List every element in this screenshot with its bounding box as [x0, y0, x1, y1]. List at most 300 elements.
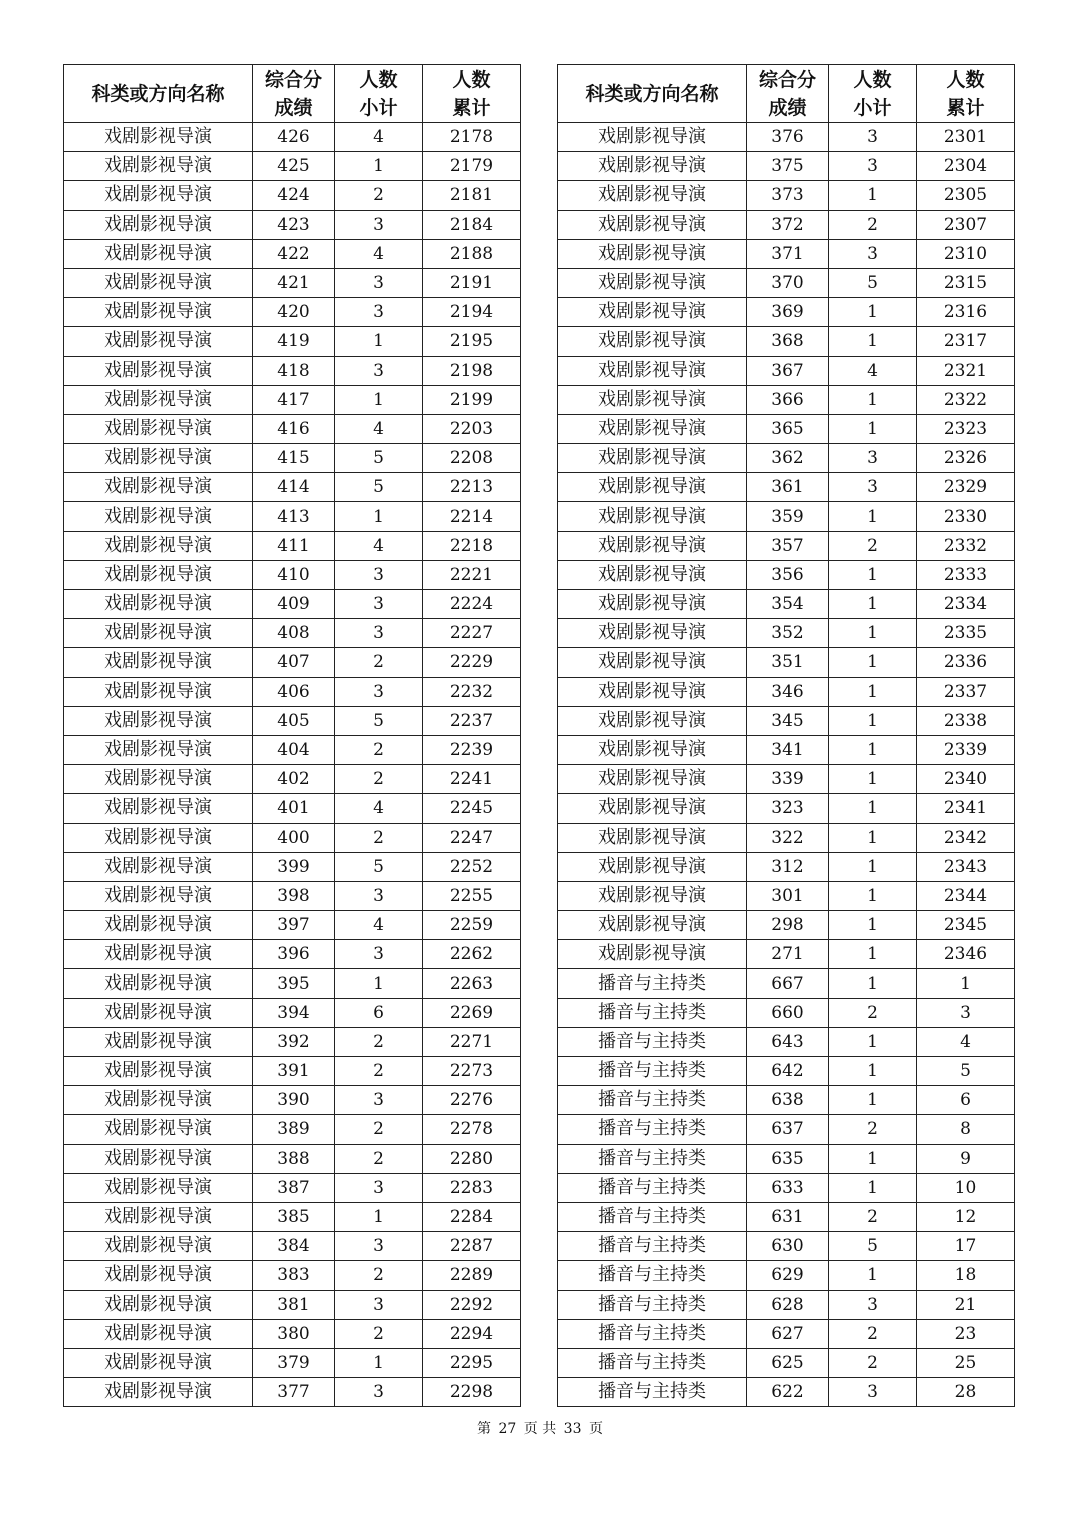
table-row: [64, 735, 521, 764]
cell-category: 戏剧影视导演: [64, 677, 253, 706]
table-row: [558, 969, 1015, 998]
cell-cumulative: 2214: [423, 502, 521, 531]
cell-category: 戏剧影视导演: [64, 1319, 253, 1348]
cell-cumulative: 2334: [917, 590, 1015, 619]
cell-category: 戏剧影视导演: [558, 239, 747, 268]
cell-category: 戏剧影视导演: [558, 648, 747, 677]
cell-subtotal: 3: [335, 210, 423, 239]
cell-category: 播音与主持类: [558, 1115, 747, 1144]
cell-category: 戏剧影视导演: [558, 502, 747, 531]
cell-category: 戏剧影视导演: [558, 560, 747, 589]
cell-category: 戏剧影视导演: [64, 794, 253, 823]
table-row: [64, 1319, 521, 1348]
cell-score: 359: [747, 502, 829, 531]
table-row: [64, 414, 521, 443]
cell-cumulative: 2278: [423, 1115, 521, 1144]
cell-score: 387: [253, 1173, 335, 1202]
header-score: 综合分 成绩: [747, 65, 829, 123]
cell-category: 戏剧影视导演: [558, 911, 747, 940]
score-table-left: [63, 64, 521, 1407]
table-row: [558, 268, 1015, 297]
cell-score: 345: [747, 706, 829, 735]
table-row: [64, 794, 521, 823]
cell-category: 戏剧影视导演: [64, 356, 253, 385]
cell-subtotal: 1: [335, 385, 423, 414]
cell-score: 385: [253, 1202, 335, 1231]
table-row: [558, 765, 1015, 794]
cell-category: 戏剧影视导演: [558, 706, 747, 735]
cell-subtotal: 4: [829, 356, 917, 385]
cell-subtotal: 1: [335, 152, 423, 181]
cell-subtotal: 3: [829, 1378, 917, 1407]
cell-score: 633: [747, 1173, 829, 1202]
table-row: [558, 560, 1015, 589]
cell-cumulative: 2321: [917, 356, 1015, 385]
table-row: [558, 239, 1015, 268]
cell-cumulative: 10: [917, 1173, 1015, 1202]
cell-category: 戏剧影视导演: [64, 210, 253, 239]
cell-category: 戏剧影视导演: [64, 1086, 253, 1115]
cell-score: 370: [747, 268, 829, 297]
cell-category: 戏剧影视导演: [558, 356, 747, 385]
cell-subtotal: 1: [829, 560, 917, 589]
cell-category: 戏剧影视导演: [64, 648, 253, 677]
cell-cumulative: 2247: [423, 823, 521, 852]
table-row: [64, 911, 521, 940]
cell-category: 戏剧影视导演: [64, 123, 253, 152]
score-table-right: [557, 64, 1015, 1407]
cell-cumulative: 2178: [423, 123, 521, 152]
header-score: 综合分 成绩: [253, 65, 335, 123]
cell-subtotal: 3: [335, 560, 423, 589]
table-row: [558, 1319, 1015, 1348]
cell-category: 戏剧影视导演: [64, 531, 253, 560]
cell-subtotal: 1: [829, 1086, 917, 1115]
cell-subtotal: 3: [829, 152, 917, 181]
cell-subtotal: 1: [829, 502, 917, 531]
cell-cumulative: 2346: [917, 940, 1015, 969]
cell-category: 戏剧影视导演: [558, 414, 747, 443]
cell-score: 426: [253, 123, 335, 152]
header-subtotal: 人数 小计: [829, 65, 917, 123]
cell-score: 367: [747, 356, 829, 385]
cell-score: 389: [253, 1115, 335, 1144]
cell-category: 戏剧影视导演: [64, 881, 253, 910]
cell-subtotal: 2: [829, 1202, 917, 1231]
cell-subtotal: 2: [335, 1027, 423, 1056]
cell-cumulative: 4: [917, 1027, 1015, 1056]
cell-category: 播音与主持类: [558, 1232, 747, 1261]
cell-score: 408: [253, 619, 335, 648]
cell-cumulative: 2345: [917, 911, 1015, 940]
cell-score: 416: [253, 414, 335, 443]
cell-subtotal: 1: [335, 969, 423, 998]
cell-subtotal: 1: [829, 1144, 917, 1173]
cell-cumulative: 2329: [917, 473, 1015, 502]
table-row: [64, 268, 521, 297]
cell-cumulative: 2322: [917, 385, 1015, 414]
cell-score: 388: [253, 1144, 335, 1173]
table-row: [64, 619, 521, 648]
cell-category: 戏剧影视导演: [64, 502, 253, 531]
cell-subtotal: 2: [829, 998, 917, 1027]
cell-cumulative: 2188: [423, 239, 521, 268]
table-row: [64, 152, 521, 181]
cell-score: 419: [253, 327, 335, 356]
cell-cumulative: 2332: [917, 531, 1015, 560]
cell-subtotal: 1: [829, 1261, 917, 1290]
cell-score: 400: [253, 823, 335, 852]
cell-subtotal: 1: [829, 911, 917, 940]
cell-score: 365: [747, 414, 829, 443]
cell-category: 戏剧影视导演: [558, 327, 747, 356]
table-row: [558, 444, 1015, 473]
cell-score: 301: [747, 881, 829, 910]
table-row: [558, 1261, 1015, 1290]
table-row: [64, 1202, 521, 1231]
table-row: [558, 590, 1015, 619]
cell-subtotal: 1: [335, 1202, 423, 1231]
table-row: [558, 1232, 1015, 1261]
table-row: [64, 765, 521, 794]
cell-cumulative: 2229: [423, 648, 521, 677]
table-row: [558, 210, 1015, 239]
cell-cumulative: 2181: [423, 181, 521, 210]
cell-score: 369: [747, 298, 829, 327]
cell-category: 戏剧影视导演: [64, 1232, 253, 1261]
cell-score: 354: [747, 590, 829, 619]
cell-cumulative: 2195: [423, 327, 521, 356]
cell-score: 660: [747, 998, 829, 1027]
table-row: [558, 940, 1015, 969]
cell-score: 667: [747, 969, 829, 998]
table-row: [64, 123, 521, 152]
cell-subtotal: 1: [829, 765, 917, 794]
table-row: [558, 414, 1015, 443]
table-row: [558, 1378, 1015, 1407]
cell-cumulative: 2335: [917, 619, 1015, 648]
cell-cumulative: 2310: [917, 239, 1015, 268]
table-row: [558, 735, 1015, 764]
cell-cumulative: 28: [917, 1378, 1015, 1407]
footer-middle: 页 共: [523, 1421, 557, 1437]
cell-score: 418: [253, 356, 335, 385]
cell-cumulative: 2255: [423, 881, 521, 910]
cell-cumulative: 2213: [423, 473, 521, 502]
cell-subtotal: 1: [829, 706, 917, 735]
table-row: [558, 327, 1015, 356]
cell-subtotal: 5: [335, 706, 423, 735]
cell-category: 戏剧影视导演: [64, 1378, 253, 1407]
cell-category: 戏剧影视导演: [64, 152, 253, 181]
cell-score: 637: [747, 1115, 829, 1144]
cell-score: 413: [253, 502, 335, 531]
cell-cumulative: 2295: [423, 1348, 521, 1377]
cell-subtotal: 5: [335, 444, 423, 473]
cell-cumulative: 2232: [423, 677, 521, 706]
cell-cumulative: 2263: [423, 969, 521, 998]
cell-cumulative: 2289: [423, 1261, 521, 1290]
cell-score: 362: [747, 444, 829, 473]
cell-score: 376: [747, 123, 829, 152]
cell-category: 戏剧影视导演: [558, 940, 747, 969]
cell-category: 播音与主持类: [558, 998, 747, 1027]
cell-cumulative: 2262: [423, 940, 521, 969]
cell-cumulative: 2241: [423, 765, 521, 794]
cell-cumulative: 25: [917, 1348, 1015, 1377]
cell-category: 戏剧影视导演: [558, 735, 747, 764]
table-row: [64, 940, 521, 969]
cell-cumulative: 2330: [917, 502, 1015, 531]
cell-subtotal: 3: [335, 298, 423, 327]
cell-score: 391: [253, 1057, 335, 1086]
cell-cumulative: 2203: [423, 414, 521, 443]
table-row: [64, 1115, 521, 1144]
cell-cumulative: 2344: [917, 881, 1015, 910]
cell-subtotal: 3: [335, 1378, 423, 1407]
cell-subtotal: 4: [335, 911, 423, 940]
table-row: [558, 1057, 1015, 1086]
cell-subtotal: 2: [335, 1144, 423, 1173]
cell-subtotal: 3: [335, 268, 423, 297]
cell-category: 戏剧影视导演: [64, 385, 253, 414]
cell-category: 戏剧影视导演: [64, 1173, 253, 1202]
cell-subtotal: 2: [829, 210, 917, 239]
cell-subtotal: 1: [829, 298, 917, 327]
cell-category: 戏剧影视导演: [64, 1290, 253, 1319]
header-category: 科类或方向名称: [64, 65, 253, 123]
table-row: [558, 1027, 1015, 1056]
cell-cumulative: 2245: [423, 794, 521, 823]
table-row: [64, 385, 521, 414]
table-row: [64, 356, 521, 385]
cell-score: 407: [253, 648, 335, 677]
cell-subtotal: 3: [335, 677, 423, 706]
cell-score: 643: [747, 1027, 829, 1056]
cell-subtotal: 3: [335, 1232, 423, 1261]
cell-category: 戏剧影视导演: [64, 1348, 253, 1377]
cell-category: 戏剧影视导演: [64, 706, 253, 735]
cell-cumulative: 2224: [423, 590, 521, 619]
cell-score: 395: [253, 969, 335, 998]
header-subtotal: 人数 小计: [335, 65, 423, 123]
table-row: [558, 881, 1015, 910]
cell-score: 377: [253, 1378, 335, 1407]
cell-category: 戏剧影视导演: [558, 677, 747, 706]
cell-score: 381: [253, 1290, 335, 1319]
cell-subtotal: 1: [335, 502, 423, 531]
table-row: [558, 1144, 1015, 1173]
cell-category: 戏剧影视导演: [64, 1115, 253, 1144]
cell-score: 405: [253, 706, 335, 735]
cell-category: 播音与主持类: [558, 1144, 747, 1173]
cell-cumulative: 2194: [423, 298, 521, 327]
table-row: [64, 648, 521, 677]
table-body-left: [64, 123, 521, 1407]
table-body-right: [558, 123, 1015, 1407]
table-row: [64, 1144, 521, 1173]
table-row: [64, 881, 521, 910]
cell-cumulative: 2199: [423, 385, 521, 414]
cell-category: 戏剧影视导演: [558, 123, 747, 152]
cell-cumulative: 2304: [917, 152, 1015, 181]
cell-score: 372: [747, 210, 829, 239]
cell-category: 戏剧影视导演: [558, 619, 747, 648]
cell-category: 戏剧影视导演: [64, 327, 253, 356]
header-category: 科类或方向名称: [558, 65, 747, 123]
table-row: [64, 969, 521, 998]
cell-cumulative: 2343: [917, 852, 1015, 881]
cell-cumulative: 2283: [423, 1173, 521, 1202]
cell-score: 638: [747, 1086, 829, 1115]
header-row: [558, 65, 1015, 123]
cell-category: 戏剧影视导演: [558, 590, 747, 619]
table-row: [558, 298, 1015, 327]
cell-category: 戏剧影视导演: [64, 560, 253, 589]
cell-category: 播音与主持类: [558, 1173, 747, 1202]
cell-category: 戏剧影视导演: [558, 181, 747, 210]
cell-category: 戏剧影视导演: [64, 852, 253, 881]
table-row: [64, 590, 521, 619]
cell-cumulative: 2336: [917, 648, 1015, 677]
table-row: [558, 181, 1015, 210]
cell-score: 402: [253, 765, 335, 794]
footer-total-pages: 33: [563, 1421, 582, 1437]
table-row: [64, 210, 521, 239]
cell-cumulative: 2298: [423, 1378, 521, 1407]
cell-score: 420: [253, 298, 335, 327]
cell-score: 323: [747, 794, 829, 823]
cell-subtotal: 2: [829, 1319, 917, 1348]
table-row: [64, 677, 521, 706]
cell-score: 384: [253, 1232, 335, 1261]
cell-cumulative: 2179: [423, 152, 521, 181]
cell-cumulative: 3: [917, 998, 1015, 1027]
cell-score: 351: [747, 648, 829, 677]
cell-category: 戏剧影视导演: [64, 940, 253, 969]
cell-category: 戏剧影视导演: [558, 152, 747, 181]
cell-subtotal: 4: [335, 239, 423, 268]
table-row: [558, 152, 1015, 181]
cell-subtotal: 1: [829, 1173, 917, 1202]
cell-subtotal: 3: [829, 444, 917, 473]
cell-score: 312: [747, 852, 829, 881]
cell-category: 戏剧影视导演: [64, 1057, 253, 1086]
cell-cumulative: 1: [917, 969, 1015, 998]
cell-category: 播音与主持类: [558, 1057, 747, 1086]
cell-subtotal: 1: [829, 414, 917, 443]
table-row: [64, 998, 521, 1027]
cell-score: 423: [253, 210, 335, 239]
cell-score: 394: [253, 998, 335, 1027]
cell-category: 戏剧影视导演: [64, 473, 253, 502]
cell-subtotal: 1: [829, 181, 917, 210]
cell-subtotal: 2: [335, 765, 423, 794]
cell-cumulative: 2218: [423, 531, 521, 560]
cell-category: 戏剧影视导演: [558, 444, 747, 473]
cell-category: 播音与主持类: [558, 1290, 747, 1319]
cell-cumulative: 2276: [423, 1086, 521, 1115]
cell-subtotal: 3: [829, 239, 917, 268]
cell-subtotal: 1: [829, 590, 917, 619]
cell-cumulative: 2317: [917, 327, 1015, 356]
cell-category: 戏剧影视导演: [558, 881, 747, 910]
cell-subtotal: 3: [829, 473, 917, 502]
cell-subtotal: 5: [335, 473, 423, 502]
cell-score: 373: [747, 181, 829, 210]
cell-subtotal: 2: [829, 1348, 917, 1377]
cell-category: 戏剧影视导演: [558, 298, 747, 327]
table-row: [64, 531, 521, 560]
table-row: [64, 181, 521, 210]
cell-subtotal: 1: [829, 1057, 917, 1086]
cell-category: 戏剧影视导演: [64, 239, 253, 268]
cell-cumulative: 2342: [917, 823, 1015, 852]
table-row: [64, 502, 521, 531]
cell-category: 戏剧影视导演: [558, 268, 747, 297]
cell-score: 421: [253, 268, 335, 297]
table-row: [558, 823, 1015, 852]
cell-subtotal: 1: [829, 677, 917, 706]
cell-category: 戏剧影视导演: [64, 1144, 253, 1173]
cell-cumulative: 2323: [917, 414, 1015, 443]
cell-cumulative: 2252: [423, 852, 521, 881]
cell-cumulative: 2287: [423, 1232, 521, 1261]
table-row: [64, 444, 521, 473]
cell-cumulative: 23: [917, 1319, 1015, 1348]
cell-subtotal: 1: [829, 385, 917, 414]
cell-score: 346: [747, 677, 829, 706]
cell-category: 播音与主持类: [558, 1348, 747, 1377]
cell-subtotal: 1: [335, 327, 423, 356]
table-row: [64, 1348, 521, 1377]
cell-subtotal: 5: [335, 852, 423, 881]
cell-subtotal: 5: [829, 1232, 917, 1261]
cell-subtotal: 4: [335, 531, 423, 560]
cell-category: 戏剧影视导演: [64, 765, 253, 794]
table-row: [558, 1173, 1015, 1202]
table-row: [558, 1290, 1015, 1319]
cell-cumulative: 2208: [423, 444, 521, 473]
cell-subtotal: 1: [829, 327, 917, 356]
cell-score: 414: [253, 473, 335, 502]
cell-score: 625: [747, 1348, 829, 1377]
cell-subtotal: 3: [335, 619, 423, 648]
cell-score: 630: [747, 1232, 829, 1261]
cell-category: 戏剧影视导演: [64, 444, 253, 473]
cell-subtotal: 1: [335, 1348, 423, 1377]
table-row: [64, 1232, 521, 1261]
cell-category: 戏剧影视导演: [558, 765, 747, 794]
cell-cumulative: 8: [917, 1115, 1015, 1144]
cell-score: 371: [747, 239, 829, 268]
cell-subtotal: 2: [335, 648, 423, 677]
cell-cumulative: 2227: [423, 619, 521, 648]
table-row: [558, 385, 1015, 414]
cell-cumulative: 2273: [423, 1057, 521, 1086]
table-row: [64, 1057, 521, 1086]
cell-score: 361: [747, 473, 829, 502]
cell-score: 422: [253, 239, 335, 268]
cell-category: 播音与主持类: [558, 1027, 747, 1056]
table-row: [64, 706, 521, 735]
cell-cumulative: 18: [917, 1261, 1015, 1290]
cell-score: 410: [253, 560, 335, 589]
cell-category: 戏剧影视导演: [64, 619, 253, 648]
cell-cumulative: 2326: [917, 444, 1015, 473]
cell-subtotal: 3: [335, 940, 423, 969]
cell-score: 352: [747, 619, 829, 648]
